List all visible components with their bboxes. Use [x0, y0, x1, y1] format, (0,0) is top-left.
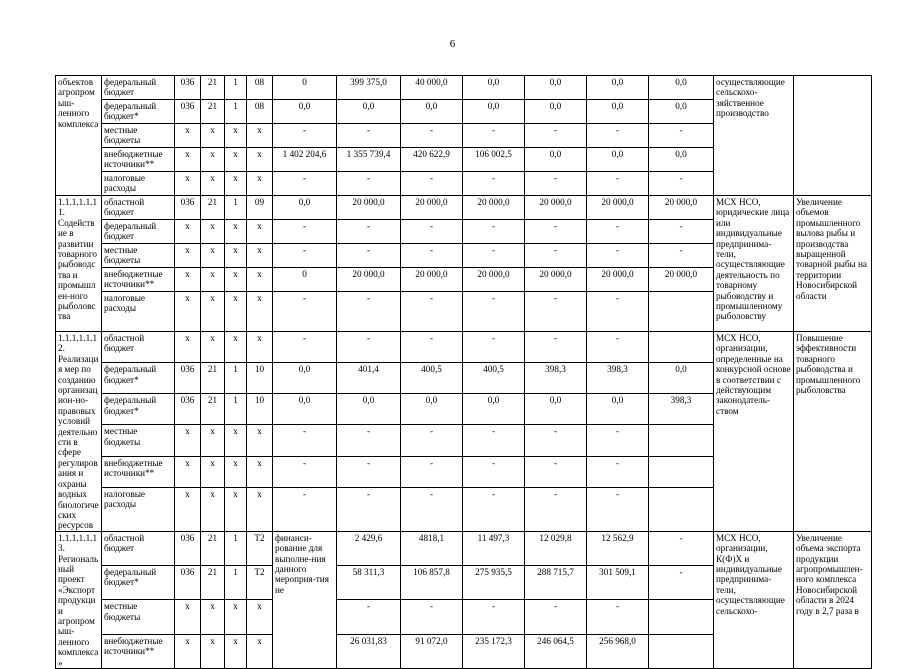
amount-cell: -	[525, 172, 587, 196]
funding-source-cell: областной бюджет	[102, 332, 175, 363]
amount-cell: -	[525, 425, 587, 456]
amount-cell	[649, 332, 714, 363]
amount-cell: 401,4	[337, 363, 401, 394]
program-code-cell: x	[225, 220, 247, 244]
amount-cell: 400,5	[463, 363, 525, 394]
amount-cell: 0,0	[273, 363, 337, 394]
item-code-cell: 10	[247, 394, 273, 425]
expected-result-cell	[794, 76, 872, 196]
amount-cell: 20 000,0	[463, 268, 525, 292]
grbs-code-cell: x	[175, 487, 201, 531]
amount-cell: -	[273, 487, 337, 531]
funding-source-cell: федеральный бюджет*	[102, 566, 175, 600]
amount-cell: 420 622,9	[401, 148, 463, 172]
amount-cell: -	[463, 456, 525, 487]
item-code-cell: x	[247, 244, 273, 268]
amount-cell: 0,0	[587, 100, 649, 124]
amount-cell: 399 375,0	[337, 76, 401, 100]
executor-cell: МСХ НСО, организации, К(Ф)Х и индивидуальные предпринима-тели, осуществляющие сельскохо-	[714, 531, 794, 668]
amount-cell: 0,0	[525, 76, 587, 100]
amount-cell: 256 968,0	[587, 634, 649, 668]
amount-cell: -	[337, 425, 401, 456]
program-code-cell: 1	[225, 566, 247, 600]
program-code-cell: x	[225, 268, 247, 292]
amount-cell: 0,0	[649, 148, 714, 172]
amount-cell	[649, 456, 714, 487]
amount-cell: 20 000,0	[401, 196, 463, 220]
item-code-cell: x	[247, 425, 273, 456]
amount-cell: 0,0	[525, 100, 587, 124]
amount-cell: -	[337, 172, 401, 196]
funding-source-cell: федеральный бюджет	[102, 220, 175, 244]
funding-source-cell: внебюджетные источники**	[102, 634, 175, 668]
grbs-code-cell: x	[175, 172, 201, 196]
amount-cell: -	[273, 332, 337, 363]
amount-cell: 0,0	[525, 148, 587, 172]
amount-cell: 1 355 739,4	[337, 148, 401, 172]
funding-source-cell: федеральный бюджет*	[102, 100, 175, 124]
amount-cell: 20 000,0	[649, 268, 714, 292]
section-code-cell: x	[201, 244, 225, 268]
program-code-cell: 1	[225, 100, 247, 124]
grbs-code-cell: x	[175, 268, 201, 292]
program-code-cell: x	[225, 292, 247, 332]
program-code-cell: x	[225, 425, 247, 456]
amount-cell: -	[587, 292, 649, 332]
amount-cell: 398,3	[525, 363, 587, 394]
amount-cell: -	[463, 487, 525, 531]
amount-cell: 0,0	[401, 100, 463, 124]
grbs-code-cell: x	[175, 220, 201, 244]
program-code-cell: x	[225, 244, 247, 268]
amount-cell: 0	[273, 268, 337, 292]
note-cell: финанси-рование для выполне-ния данного мероприя-тия не	[273, 531, 337, 668]
item-code-cell: x	[247, 292, 273, 332]
program-code-cell: x	[225, 600, 247, 634]
amount-cell: 246 064,5	[525, 634, 587, 668]
item-code-cell: 10	[247, 363, 273, 394]
amount-cell: -	[525, 456, 587, 487]
section-code-cell: 21	[201, 196, 225, 220]
funding-source-cell: федеральный бюджет	[102, 76, 175, 100]
amount-cell: -	[273, 172, 337, 196]
funding-source-cell: федеральный бюджет*	[102, 394, 175, 425]
section-code-cell: 21	[201, 531, 225, 565]
amount-cell: 40 000,0	[401, 76, 463, 100]
item-code-cell: x	[247, 332, 273, 363]
grbs-code-cell: 036	[175, 363, 201, 394]
amount-cell: -	[337, 487, 401, 531]
amount-cell	[649, 487, 714, 531]
program-code-cell: 1	[225, 363, 247, 394]
amount-cell	[649, 600, 714, 634]
section-code-cell: x	[201, 220, 225, 244]
amount-cell: -	[337, 332, 401, 363]
amount-cell: 11 497,3	[463, 531, 525, 565]
funding-source-cell: внебюджетные источники**	[102, 148, 175, 172]
amount-cell: 1 402 204,6	[273, 148, 337, 172]
amount-cell: -	[649, 124, 714, 148]
table-row	[56, 531, 872, 565]
section-code-cell: x	[201, 172, 225, 196]
program-code-cell: x	[225, 634, 247, 668]
amount-cell: 0,0	[463, 394, 525, 425]
amount-cell: -	[463, 172, 525, 196]
executor-cell: осуществляющие сельскохо-зяйственное производство	[714, 76, 794, 196]
amount-cell: -	[337, 456, 401, 487]
funding-source-cell: федеральный бюджет*	[102, 363, 175, 394]
amount-cell: 91 072,0	[401, 634, 463, 668]
program-code-cell: 1	[225, 394, 247, 425]
grbs-code-cell: x	[175, 425, 201, 456]
amount-cell: -	[525, 600, 587, 634]
amount-cell: -	[649, 244, 714, 268]
section-code-cell: x	[201, 456, 225, 487]
amount-cell: -	[463, 600, 525, 634]
amount-cell: 2 429,6	[337, 531, 401, 565]
amount-cell: 20 000,0	[401, 268, 463, 292]
section-code-cell: x	[201, 292, 225, 332]
amount-cell: 20 000,0	[587, 196, 649, 220]
amount-cell: -	[401, 487, 463, 531]
amount-cell: -	[525, 487, 587, 531]
table-row	[56, 196, 872, 220]
section-code-cell: x	[201, 600, 225, 634]
amount-cell: -	[525, 244, 587, 268]
amount-cell: -	[649, 566, 714, 600]
grbs-code-cell: x	[175, 600, 201, 634]
section-code-cell: 21	[201, 394, 225, 425]
section-code-cell: x	[201, 425, 225, 456]
amount-cell: -	[273, 220, 337, 244]
amount-cell: 0,0	[463, 76, 525, 100]
section-code-cell: x	[201, 268, 225, 292]
amount-cell: 0,0	[649, 363, 714, 394]
amount-cell: 0,0	[649, 76, 714, 100]
amount-cell: -	[525, 332, 587, 363]
amount-cell: 4818,1	[401, 531, 463, 565]
grbs-code-cell: 036	[175, 566, 201, 600]
amount-cell: 0,0	[649, 100, 714, 124]
amount-cell: 106 857,8	[401, 566, 463, 600]
amount-cell: -	[273, 425, 337, 456]
table-row	[56, 332, 872, 363]
amount-cell: 58 311,3	[337, 566, 401, 600]
amount-cell: 20 000,0	[525, 268, 587, 292]
amount-cell: -	[401, 600, 463, 634]
amount-cell: -	[337, 600, 401, 634]
amount-cell: 20 000,0	[587, 268, 649, 292]
amount-cell: 0,0	[273, 196, 337, 220]
item-code-cell: x	[247, 172, 273, 196]
amount-cell: -	[337, 124, 401, 148]
item-code-cell: x	[247, 268, 273, 292]
amount-cell: 0,0	[273, 394, 337, 425]
amount-cell: -	[401, 292, 463, 332]
amount-cell: -	[337, 220, 401, 244]
amount-cell: 288 715,7	[525, 566, 587, 600]
grbs-code-cell: x	[175, 634, 201, 668]
funding-source-cell: местные бюджеты	[102, 425, 175, 456]
amount-cell: 398,3	[649, 394, 714, 425]
funding-source-cell: налоговые расходы	[102, 487, 175, 531]
amount-cell: -	[401, 456, 463, 487]
amount-cell: 0,0	[401, 394, 463, 425]
amount-cell: 275 935,5	[463, 566, 525, 600]
funding-source-cell: внебюджетные источники**	[102, 268, 175, 292]
amount-cell: 106 002,5	[463, 148, 525, 172]
grbs-code-cell: x	[175, 456, 201, 487]
grbs-code-cell: 036	[175, 394, 201, 425]
grbs-code-cell: x	[175, 292, 201, 332]
amount-cell: 0	[273, 76, 337, 100]
program-code-cell: x	[225, 172, 247, 196]
expected-result-cell: Повышение эффективности товарного рыбоводства и промышленного рыболовства	[794, 332, 872, 532]
section-code-cell: x	[201, 332, 225, 363]
section-code-cell: x	[201, 634, 225, 668]
amount-cell: 0,0	[463, 100, 525, 124]
amount-cell: 0,0	[273, 100, 337, 124]
table-row	[56, 76, 872, 100]
amount-cell: 398,3	[587, 363, 649, 394]
grbs-code-cell: x	[175, 148, 201, 172]
amount-cell: 0,0	[587, 76, 649, 100]
amount-cell: -	[587, 332, 649, 363]
executor-cell: МСХ НСО, юридические лица или индивидуальные предпринима-тели, осуществляющие деятельность по товарному рыбоводству и промышленному рыболовству	[714, 196, 794, 332]
amount-cell: -	[337, 292, 401, 332]
amount-cell: 20 000,0	[649, 196, 714, 220]
amount-cell: -	[401, 244, 463, 268]
amount-cell: 12 562,9	[587, 531, 649, 565]
amount-cell: -	[649, 220, 714, 244]
program-code-cell: x	[225, 148, 247, 172]
grbs-code-cell: 036	[175, 100, 201, 124]
funding-source-cell: местные бюджеты	[102, 600, 175, 634]
amount-cell: -	[587, 244, 649, 268]
amount-cell: -	[587, 487, 649, 531]
section-code-cell: 21	[201, 363, 225, 394]
event-name-cell: 1.1.1.1.1.12. Реализация мер по созданию организацион-но-правовых условий деятельности в сфере регулирования и охраны водных биологических ресурсов	[56, 332, 102, 532]
item-code-cell: x	[247, 600, 273, 634]
program-code-cell: 1	[225, 76, 247, 100]
amount-cell: 0,0	[587, 148, 649, 172]
funding-source-cell: областной бюджет	[102, 531, 175, 565]
amount-cell: -	[463, 124, 525, 148]
funding-source-cell: областной бюджет	[102, 196, 175, 220]
funding-source-cell: местные бюджеты	[102, 244, 175, 268]
amount-cell: -	[649, 172, 714, 196]
section-code-cell: 21	[201, 566, 225, 600]
program-code-cell: x	[225, 487, 247, 531]
event-name-cell: 1.1.1.1.1.13. Региональный проект «Экспорт продукции агропромыш-ленного комплекса»	[56, 531, 102, 668]
amount-cell	[649, 292, 714, 332]
grbs-code-cell: x	[175, 332, 201, 363]
amount-cell: -	[401, 172, 463, 196]
item-code-cell: 08	[247, 76, 273, 100]
amount-cell	[649, 425, 714, 456]
amount-cell: -	[337, 244, 401, 268]
section-code-cell: x	[201, 124, 225, 148]
item-code-cell: x	[247, 487, 273, 531]
amount-cell: -	[525, 124, 587, 148]
grbs-code-cell: 036	[175, 531, 201, 565]
amount-cell: 0,0	[337, 394, 401, 425]
amount-cell: 235 172,3	[463, 634, 525, 668]
amount-cell: 0,0	[525, 394, 587, 425]
item-code-cell: T2	[247, 566, 273, 600]
item-code-cell: x	[247, 220, 273, 244]
amount-cell: -	[273, 292, 337, 332]
amount-cell: 20 000,0	[337, 268, 401, 292]
funding-source-cell: внебюджетные источники**	[102, 456, 175, 487]
funding-source-cell: налоговые расходы	[102, 172, 175, 196]
amount-cell: -	[649, 531, 714, 565]
amount-cell: -	[463, 292, 525, 332]
section-code-cell: 21	[201, 76, 225, 100]
amount-cell: 400,5	[401, 363, 463, 394]
program-code-cell: 1	[225, 196, 247, 220]
amount-cell: 301 509,1	[587, 566, 649, 600]
amount-cell: 0,0	[337, 100, 401, 124]
event-name-cell: 1.1.1.1.1.11. Содействие в развитии товарного рыбоводства и промышлен-ного рыболовства	[56, 196, 102, 332]
expected-result-cell: Увеличение объема экспорта продукции агропромышлен-ного комплекса Новосибирской области в 2024 году в 2,7 раза в	[794, 531, 872, 668]
amount-cell: -	[587, 425, 649, 456]
amount-cell: -	[525, 292, 587, 332]
amount-cell: -	[587, 456, 649, 487]
amount-cell: -	[273, 456, 337, 487]
amount-cell: 0,0	[587, 394, 649, 425]
amount-cell: -	[463, 332, 525, 363]
program-code-cell: x	[225, 332, 247, 363]
executor-cell: МСХ НСО, организации, определенные на конкурсной основе в соответствии с действующим законодатель-ством	[714, 332, 794, 532]
budget-table	[55, 75, 872, 669]
amount-cell: 26 031,83	[337, 634, 401, 668]
item-code-cell: x	[247, 124, 273, 148]
amount-cell: -	[463, 244, 525, 268]
amount-cell	[649, 634, 714, 668]
amount-cell: -	[587, 220, 649, 244]
amount-cell: 20 000,0	[463, 196, 525, 220]
item-code-cell: T2	[247, 531, 273, 565]
section-code-cell: x	[201, 487, 225, 531]
amount-cell: -	[401, 425, 463, 456]
amount-cell: -	[401, 220, 463, 244]
amount-cell: -	[463, 220, 525, 244]
section-code-cell: 21	[201, 100, 225, 124]
amount-cell: 20 000,0	[337, 196, 401, 220]
item-code-cell: x	[247, 634, 273, 668]
amount-cell: -	[525, 220, 587, 244]
grbs-code-cell: x	[175, 124, 201, 148]
amount-cell: -	[401, 332, 463, 363]
grbs-code-cell: 036	[175, 196, 201, 220]
funding-source-cell: местные бюджеты	[102, 124, 175, 148]
grbs-code-cell: x	[175, 244, 201, 268]
program-code-cell: x	[225, 456, 247, 487]
item-code-cell: 09	[247, 196, 273, 220]
amount-cell: -	[587, 124, 649, 148]
amount-cell: -	[273, 244, 337, 268]
grbs-code-cell: 036	[175, 76, 201, 100]
expected-result-cell: Увеличение объемов промышленного вылова рыбы и производства выращенной товарной рыбы на территории Новосибирской области	[794, 196, 872, 332]
page-number: 6	[449, 38, 456, 50]
item-code-cell: x	[247, 456, 273, 487]
amount-cell: -	[587, 172, 649, 196]
amount-cell: -	[587, 600, 649, 634]
event-name-cell: объектов агропромыш-ленного комплекса	[56, 76, 102, 196]
amount-cell: -	[273, 124, 337, 148]
item-code-cell: 08	[247, 100, 273, 124]
amount-cell: 12 029,8	[525, 531, 587, 565]
amount-cell: 20 000,0	[525, 196, 587, 220]
section-code-cell: x	[201, 148, 225, 172]
program-code-cell: x	[225, 124, 247, 148]
item-code-cell: x	[247, 148, 273, 172]
amount-cell: -	[463, 425, 525, 456]
amount-cell: -	[401, 124, 463, 148]
funding-source-cell: налоговые расходы	[102, 292, 175, 332]
program-code-cell: 1	[225, 531, 247, 565]
